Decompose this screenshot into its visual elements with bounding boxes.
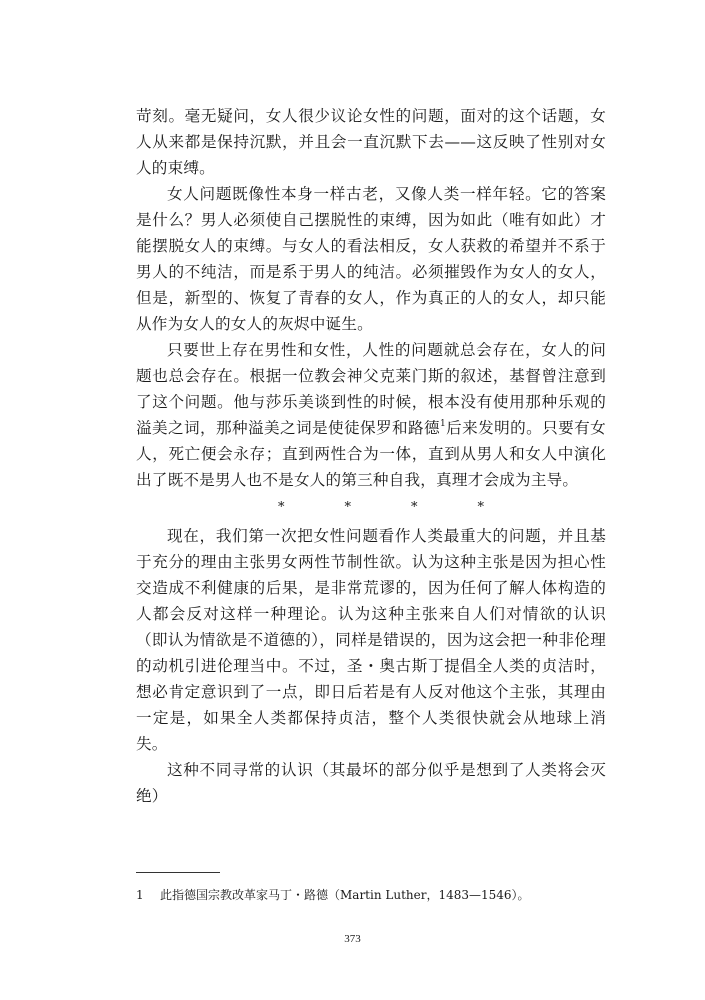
section-separator bbox=[136, 493, 606, 523]
paragraph: 这种不同寻常的认识（其最坏的部分似乎是想到了人类将会灭绝） bbox=[136, 761, 606, 805]
footnote bbox=[136, 886, 606, 904]
main-text bbox=[136, 103, 606, 809]
paragraph-text-part: 只要世上存在男性和女性，人性的问题就总会存在，女人的问题也总会存在。根据一位教会神父克莱门斯的叙述，基督曾注意到了这个问题。他与莎乐美谈到性的时候，根本没有使用那种乐观的溢美之词，那种溢美之词是使徒保罗和路德 bbox=[136, 341, 606, 437]
separator-asterisk: * bbox=[411, 500, 418, 515]
page-number: 373 bbox=[344, 933, 361, 945]
paragraph: 女人问题既像性本身一样古老，又像人类一样年轻。它的答案是什么？男人必须使自己摆脱性的束缚，因为如此（唯有如此）才能摆脱女人的束缚。与女人的看法相反，女人获救的希望并不系于男人的不纯洁，而是系于男人的纯洁。必须摧毁作为女人的女人，但是，新型的、恢复了青春的女人，作为真正的人的女人，却只能从作为女人的女人的灰烬中诞生。 bbox=[136, 185, 606, 333]
paragraph: 现在，我们第一次把女性问题看作人类最重大的问题，并且基于充分的理由主张男女两性节制性欲。认为这种主张是因为担心性交造成不利健康的后果，是非常荒谬的，因为任何了解人体构造的人都会反对这样一种理论。认为这种主张来自人们对情欲的认识（即认为情欲是不道德的），同样是错误的，因为这会把一种非伦理的动机引进伦理当中。不过，圣・奥古斯丁提倡全人类的贞洁时，想必肯定意识到了一点，即日后若是有人反对他这个主张，其理由一定是，如果全人类都保持贞洁，整个人类很快就会从地球上消失。 bbox=[136, 527, 606, 753]
paragraph-with-footnote-ref bbox=[136, 337, 606, 493]
footnote-reference[interactable]: 1 bbox=[440, 418, 446, 429]
footnote-number: 1 bbox=[136, 888, 144, 902]
separator-asterisk: * bbox=[344, 500, 351, 515]
footnote-divider bbox=[136, 872, 220, 873]
footnote-text: 此指德国宗教改革家马丁・路德（Martin Luther，1483—1546）。 bbox=[160, 888, 530, 902]
paragraph-text-part: 后来发明的。只要有女人，死亡便会永存；直到两性合为一体，直到从男人和女人中演化出了既不是男人也不是女人的第三种自我，真理才会成为主导。 bbox=[136, 419, 606, 489]
paragraph-continuation: 苛刻。毫无疑问，女人很少议论女性的问题，面对的这个话题，女人从来都是保持沉默，并且会一直沉默下去——这反映了性别对女人的束缚。 bbox=[136, 107, 606, 177]
separator-asterisk: * bbox=[278, 500, 285, 515]
separator-asterisk: * bbox=[477, 500, 484, 515]
